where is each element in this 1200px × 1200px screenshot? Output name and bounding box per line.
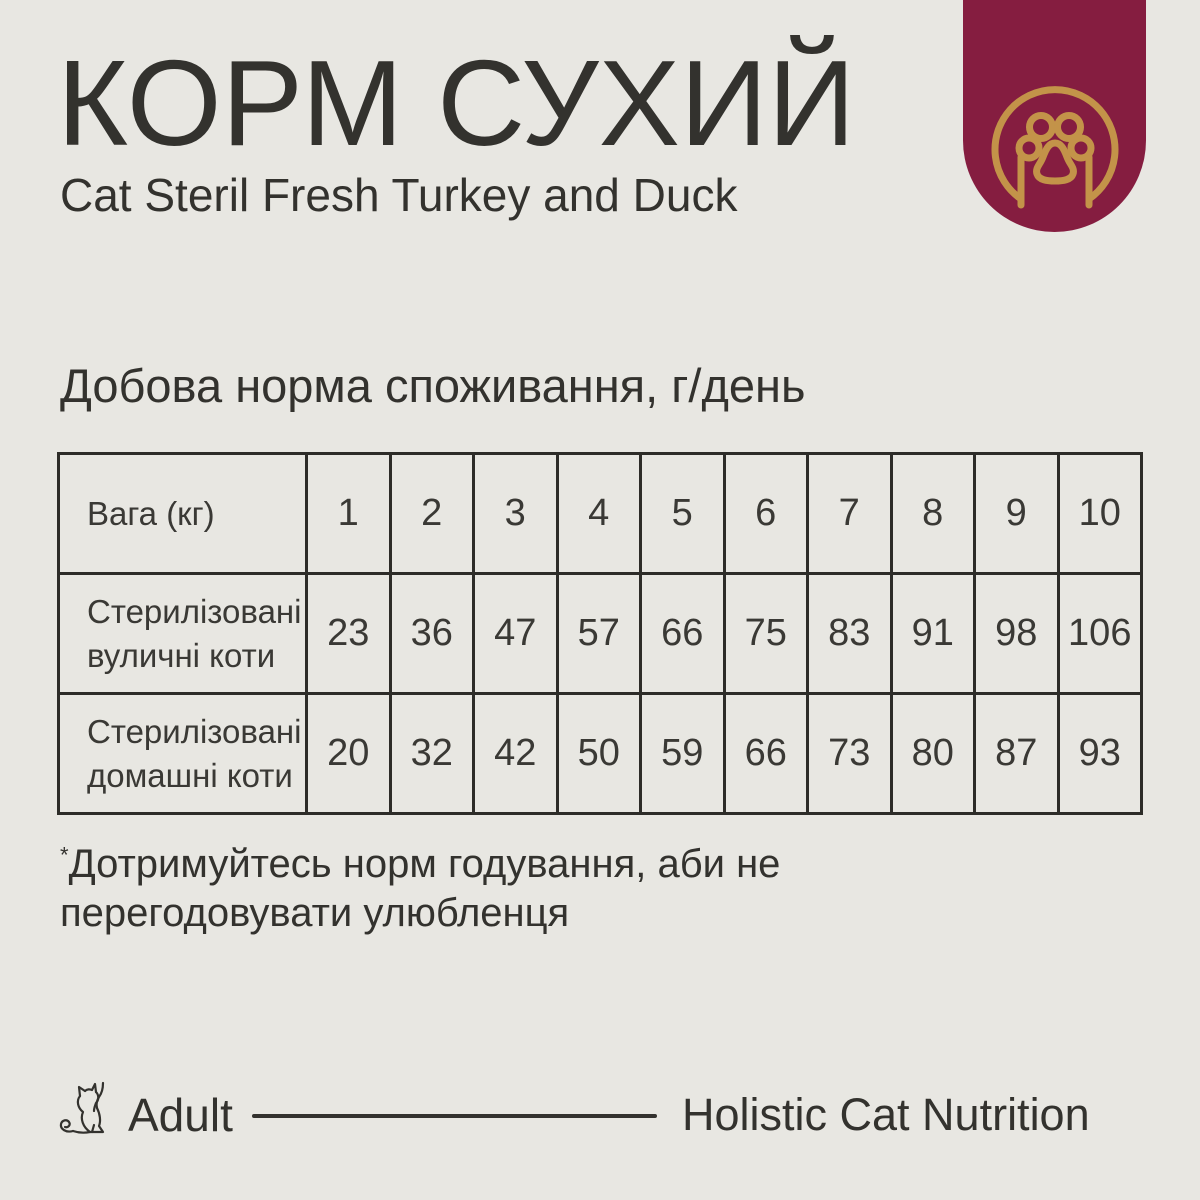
value-cell: 66 bbox=[641, 574, 725, 694]
value-cell: 106 bbox=[1058, 574, 1142, 694]
value-cell: 50 bbox=[557, 694, 641, 814]
weight-cell: 7 bbox=[808, 454, 892, 574]
weight-cell: 5 bbox=[641, 454, 725, 574]
weight-cell: 1 bbox=[307, 454, 391, 574]
value-cell: 83 bbox=[808, 574, 892, 694]
paw-in-circle-icon bbox=[985, 80, 1125, 230]
weight-cell: 8 bbox=[891, 454, 975, 574]
value-cell: 59 bbox=[641, 694, 725, 814]
feeding-table-container bbox=[57, 452, 1143, 815]
value-cell: 80 bbox=[891, 694, 975, 814]
value-cell: 66 bbox=[724, 694, 808, 814]
value-cell: 73 bbox=[808, 694, 892, 814]
table-row-outdoor-cats bbox=[59, 574, 1142, 694]
value-cell: 75 bbox=[724, 574, 808, 694]
row-label-cell bbox=[59, 694, 307, 814]
value-cell: 98 bbox=[975, 574, 1059, 694]
cat-icon bbox=[58, 1080, 122, 1138]
weight-cell: 6 bbox=[724, 454, 808, 574]
row-label-line: Стерилізовані bbox=[87, 712, 302, 750]
row-label-line: Стерилізовані bbox=[87, 592, 302, 630]
row-label-cell bbox=[59, 574, 307, 694]
life-stage-label: Adult bbox=[128, 1089, 233, 1141]
weight-header-cell: Вага (кг) bbox=[59, 454, 307, 574]
weight-cell: 9 bbox=[975, 454, 1059, 574]
feeding-footnote bbox=[60, 840, 1045, 938]
value-cell: 20 bbox=[307, 694, 391, 814]
value-cell: 93 bbox=[1058, 694, 1142, 814]
section-title: Добова норма споживання, г/день bbox=[60, 359, 806, 412]
value-cell: 87 bbox=[975, 694, 1059, 814]
value-cell: 57 bbox=[557, 574, 641, 694]
footnote-asterisk: * bbox=[60, 842, 69, 868]
value-cell: 32 bbox=[390, 694, 474, 814]
footnote-text: Дотримуйтесь норм годування, аби не перегодовувати улюбленця bbox=[60, 842, 781, 935]
value-cell: 23 bbox=[307, 574, 391, 694]
page-title: КОРМ СУХИЙ bbox=[57, 35, 856, 171]
brand-badge bbox=[963, 0, 1146, 232]
value-cell: 42 bbox=[474, 694, 558, 814]
brand-tagline: Holistic Cat Nutrition bbox=[682, 1089, 1090, 1140]
row-label-line: вуличні коти bbox=[87, 636, 276, 674]
value-cell: 47 bbox=[474, 574, 558, 694]
feeding-table bbox=[57, 452, 1143, 815]
weight-cell: 10 bbox=[1058, 454, 1142, 574]
value-cell: 36 bbox=[390, 574, 474, 694]
table-header-row bbox=[59, 454, 1142, 574]
footer-divider-line bbox=[252, 1114, 657, 1118]
weight-cell: 3 bbox=[474, 454, 558, 574]
weight-cell: 2 bbox=[390, 454, 474, 574]
weight-cell: 4 bbox=[557, 454, 641, 574]
value-cell: 91 bbox=[891, 574, 975, 694]
page-subtitle: Cat Steril Fresh Turkey and Duck bbox=[60, 169, 738, 221]
table-row-indoor-cats bbox=[59, 694, 1142, 814]
row-label-line: домашні коти bbox=[87, 756, 293, 794]
